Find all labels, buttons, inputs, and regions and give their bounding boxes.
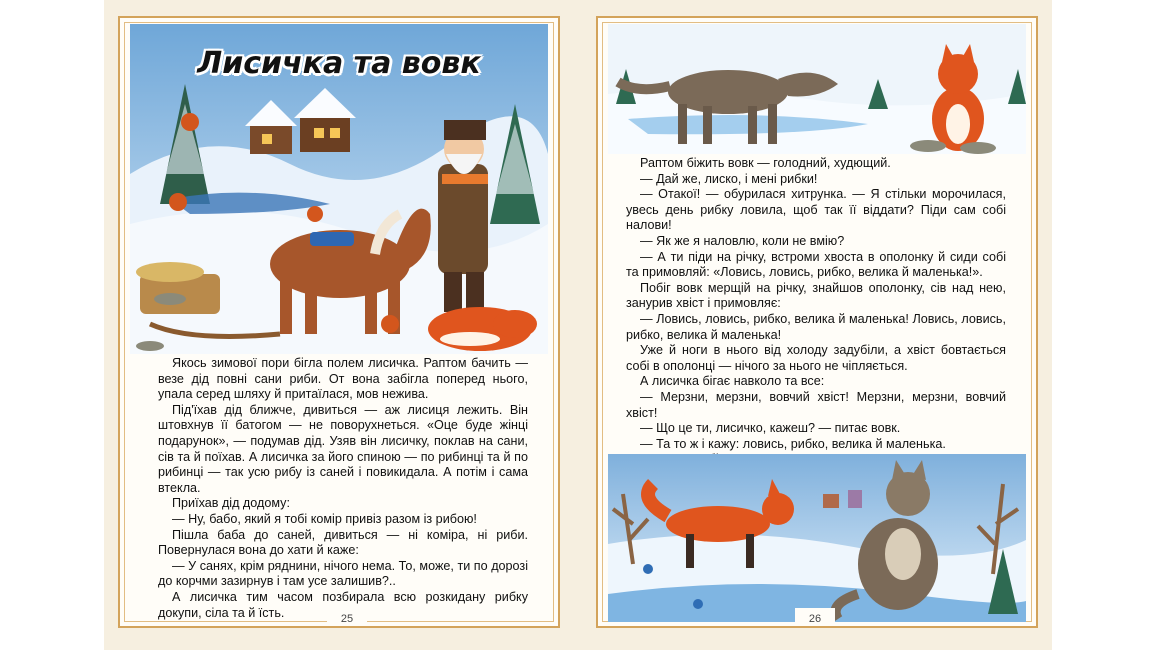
paragraph: — Дай же, лиско, і мені рибки!: [640, 171, 818, 186]
right-page: [596, 16, 1038, 628]
paragraph: Якось зимової пори бігла полем лисичка. Раптом бачить — везе дід повні сани риби. От вона забігла поперед нього, упала серед шляху й притаїлася, мов нежива.: [158, 356, 528, 402]
left-story-text: [158, 356, 528, 621]
paragraph: — А ти піди на річку, встроми хвоста в ополонку й сиди собі та примовляй: «Ловись, ловись, рибко, велика й маленька!».: [626, 249, 1006, 280]
page-title: Лисичка та вовк: [197, 46, 481, 81]
paragraph: Побіг вовк мерщій на річку, знайшов ополонку, сів над нею, занурив хвіст і примовляє:: [626, 280, 1006, 311]
paragraph: — Отакої! — обурилася хитрунка. — Я стільки морочилася, увесь день рибку ловила, щоб так її віддати? Піди сам собі налови!: [626, 187, 1006, 233]
paragraph: — Що це ти, лисичко, кажеш? — питає вовк.: [640, 421, 901, 436]
paragraph: — Ловись, ловись, рибко, велика й маленька! Ловись, ловись, рибко, велика й маленька!: [626, 311, 1006, 342]
open-book: [104, 0, 1052, 650]
paragraph: — Та то ж і кажу: ловись, рибко, велика й маленька.: [640, 436, 946, 451]
paragraph: Приїхав дід додому:: [172, 496, 290, 511]
right-top-illustration: [608, 24, 1026, 154]
paragraph: — Як же я наловлю, коли не вмію?: [640, 233, 845, 248]
page-number: 25: [327, 608, 367, 628]
paragraph: — Мерзни, мерзни, вовчий хвіст! Мерзни, мерзни, вовчий хвіст!: [626, 389, 1006, 420]
paragraph: Уже й ноги в нього від холоду задубіли, а хвіст бовтається собі в ополонці — нічого за нього не чіпляється.: [626, 343, 1006, 373]
paragraph: Раптом біжить вовк — голодний, худющий.: [640, 156, 891, 170]
paragraph: А лисичка бігає навколо та все:: [640, 374, 825, 389]
paragraph: А лисичка тим часом позбирала всю розкидану рибку докупи, сіла та й їсть.: [158, 589, 528, 620]
left-page: [118, 16, 560, 628]
page-number: 26: [795, 608, 835, 628]
paragraph: Пішла баба до саней, дивиться — ні коміра, ні риби. Повернулася вона до хати й каже:: [158, 527, 528, 558]
right-story-text: [626, 156, 1006, 468]
right-bottom-illustration: [608, 454, 1026, 622]
paragraph: — У санях, крім ряднини, нічого нема. То, може, ти по дорозі до корчми зазирнув і там усе залишив?..: [158, 558, 528, 589]
paragraph: — Ну, бабо, який я тобі комір привіз разом із рибою!: [172, 511, 477, 526]
paragraph: Під'їхав дід ближче, дивиться — аж лисиця лежить. Він штовхнув її батогом — не поворухнеться. «Оце буде жінці подарунок», — подумав дід. Узяв він лисичку, поклав на сани, сів та й поїхав. А лисичка за його спиною — по рибинці та й по рибинці — так усю рибу із саней і повикидала. А потім і сама втекла.: [158, 402, 528, 495]
